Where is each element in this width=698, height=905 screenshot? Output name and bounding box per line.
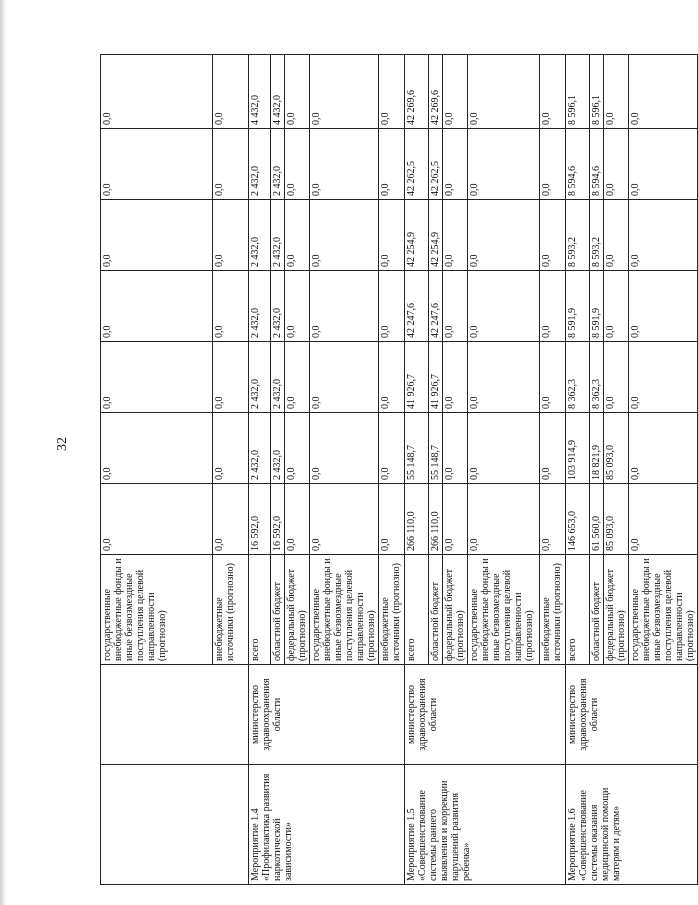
value-cell: 0,0 — [629, 342, 698, 413]
value-cell: 0,0 — [443, 200, 468, 271]
value-cell: 42 269,6 — [429, 55, 443, 129]
value-cell: 0,0 — [540, 129, 566, 200]
value-cell: 0,0 — [285, 484, 310, 555]
value-cell: 55 148,7 — [429, 413, 443, 484]
value-cell: 0,0 — [379, 200, 405, 271]
value-cell: 0,0 — [540, 413, 566, 484]
value-cell: 42 262,5 — [405, 129, 429, 200]
value-cell: 0,0 — [285, 342, 310, 413]
value-cell: 266 110,0 — [405, 484, 429, 555]
value-cell: 0,0 — [443, 55, 468, 129]
value-cell: 0,0 — [540, 55, 566, 129]
value-cell: 8 593,2 — [590, 200, 604, 271]
value-cell: 0,0 — [101, 129, 213, 200]
value-cell: 0,0 — [285, 413, 310, 484]
value-cell: 16 592,0 — [249, 484, 271, 555]
source-cell: федеральный бюджет (прогнозно) — [443, 555, 468, 665]
source-cell: государственные внебюджетные фонды и иные безвозмездные поступления целевой направленности (прогнозно) — [468, 555, 540, 665]
value-cell: 103 914,9 — [566, 413, 590, 484]
value-cell: 8 593,2 — [566, 200, 590, 271]
value-cell: 55 148,7 — [405, 413, 429, 484]
value-cell: 0,0 — [443, 484, 468, 555]
value-cell: 8 594,6 — [590, 129, 604, 200]
value-cell: 0,0 — [604, 129, 629, 200]
value-cell: 0,0 — [540, 271, 566, 342]
value-cell: 2 432,0 — [271, 271, 285, 342]
value-cell: 0,0 — [604, 55, 629, 129]
value-cell: 0,0 — [379, 271, 405, 342]
source-cell: федеральный бюджет (прогнозно) — [285, 555, 310, 665]
source-cell: государственные внебюджетные фонды и иные безвозмездные поступления целевой направленности (прогнозно) — [101, 555, 213, 665]
measure-cell: Мероприятие 1.5 «Совершенствование системы раннего выявления и коррекции нарушений развития ребенка» — [405, 765, 566, 885]
value-cell: 0,0 — [468, 484, 540, 555]
scan-shadow — [0, 0, 6, 905]
value-cell: 18 821,9 — [590, 413, 604, 484]
value-cell: 0,0 — [468, 55, 540, 129]
source-cell: внебюджетные источники (прогнозно) — [540, 555, 566, 665]
value-cell: 0,0 — [468, 413, 540, 484]
value-cell: 42 262,5 — [429, 129, 443, 200]
value-cell: 0,0 — [213, 129, 249, 200]
value-cell: 0,0 — [443, 271, 468, 342]
value-cell: 2 432,0 — [271, 129, 285, 200]
value-cell: 0,0 — [468, 342, 540, 413]
source-cell: областной бюджет — [271, 555, 285, 665]
value-cell: 42 254,9 — [405, 200, 429, 271]
value-cell: 41 926,7 — [429, 342, 443, 413]
value-cell: 85 093,0 — [604, 413, 629, 484]
value-cell: 4 432,0 — [271, 55, 285, 129]
value-cell: 0,0 — [213, 55, 249, 129]
measure-cell — [101, 765, 249, 885]
value-cell: 0,0 — [629, 55, 698, 129]
value-cell: 0,0 — [310, 129, 379, 200]
source-cell: федеральный бюджет (прогнозно) — [604, 555, 629, 665]
value-cell: 0,0 — [310, 200, 379, 271]
value-cell: 0,0 — [285, 129, 310, 200]
source-cell: областной бюджет — [590, 555, 604, 665]
value-cell: 0,0 — [213, 200, 249, 271]
value-cell: 0,0 — [629, 271, 698, 342]
table-body — [101, 55, 698, 885]
value-cell: 2 432,0 — [271, 342, 285, 413]
executor-cell: министерство здравоохранения области — [566, 665, 698, 765]
value-cell: 2 432,0 — [249, 200, 271, 271]
value-cell: 8 596,1 — [590, 55, 604, 129]
value-cell: 0,0 — [379, 413, 405, 484]
value-cell: 0,0 — [285, 55, 310, 129]
value-cell: 8 596,1 — [566, 55, 590, 129]
table-row — [249, 55, 271, 885]
value-cell: 0,0 — [379, 55, 405, 129]
value-cell: 0,0 — [213, 342, 249, 413]
value-cell: 0,0 — [213, 271, 249, 342]
value-cell: 0,0 — [540, 484, 566, 555]
value-cell: 0,0 — [379, 129, 405, 200]
value-cell: 0,0 — [310, 413, 379, 484]
value-cell: 2 432,0 — [249, 271, 271, 342]
value-cell: 0,0 — [604, 342, 629, 413]
source-cell: внебюджетные источники (прогнозно) — [379, 555, 405, 665]
value-cell: 146 653,0 — [566, 484, 590, 555]
value-cell: 0,0 — [443, 129, 468, 200]
value-cell: 2 432,0 — [249, 413, 271, 484]
rotated-table-wrapper — [100, 55, 696, 885]
value-cell: 0,0 — [310, 55, 379, 129]
value-cell: 0,0 — [213, 484, 249, 555]
value-cell: 0,0 — [101, 413, 213, 484]
source-cell: государственные внебюджетные фонды и иные безвозмездные поступления целевой направленности (прогнозно) — [310, 555, 379, 665]
value-cell: 8 362,3 — [590, 342, 604, 413]
value-cell: 0,0 — [310, 484, 379, 555]
value-cell: 42 247,6 — [405, 271, 429, 342]
value-cell: 2 432,0 — [271, 413, 285, 484]
value-cell: 0,0 — [101, 55, 213, 129]
value-cell: 0,0 — [213, 413, 249, 484]
executor-cell: министерство здравоохранения области — [249, 665, 405, 765]
value-cell: 0,0 — [443, 413, 468, 484]
value-cell: 0,0 — [379, 342, 405, 413]
value-cell: 0,0 — [468, 200, 540, 271]
value-cell: 0,0 — [101, 484, 213, 555]
value-cell: 0,0 — [629, 413, 698, 484]
executor-cell: министерство здравоохранения области — [405, 665, 566, 765]
value-cell: 0,0 — [540, 342, 566, 413]
table-row — [101, 55, 213, 885]
value-cell: 0,0 — [604, 200, 629, 271]
value-cell: 2 432,0 — [249, 129, 271, 200]
value-cell: 16 592,0 — [271, 484, 285, 555]
value-cell: 0,0 — [629, 129, 698, 200]
value-cell: 0,0 — [443, 342, 468, 413]
source-cell: областной бюджет — [429, 555, 443, 665]
page-number: 32 — [55, 437, 70, 451]
value-cell: 8 591,9 — [566, 271, 590, 342]
table-row — [405, 55, 429, 885]
value-cell: 8 591,9 — [590, 271, 604, 342]
value-cell: 0,0 — [540, 200, 566, 271]
value-cell: 2 432,0 — [271, 200, 285, 271]
value-cell: 0,0 — [468, 129, 540, 200]
value-cell: 8 362,3 — [566, 342, 590, 413]
value-cell: 0,0 — [604, 271, 629, 342]
value-cell: 42 247,6 — [429, 271, 443, 342]
source-cell: внебюджетные источники (прогнозно) — [213, 555, 249, 665]
value-cell: 0,0 — [310, 271, 379, 342]
source-cell: всего — [405, 555, 429, 665]
value-cell: 2 432,0 — [249, 342, 271, 413]
value-cell: 0,0 — [101, 342, 213, 413]
value-cell: 85 093,0 — [604, 484, 629, 555]
value-cell: 0,0 — [101, 271, 213, 342]
value-cell: 0,0 — [101, 200, 213, 271]
measure-cell: Мероприятие 1.4 «Профилактика развития наркотической зависимости» — [249, 765, 405, 885]
table-row — [566, 55, 590, 885]
value-cell: 61 560,0 — [590, 484, 604, 555]
value-cell: 41 926,7 — [405, 342, 429, 413]
value-cell: 42 269,6 — [405, 55, 429, 129]
value-cell: 0,0 — [285, 200, 310, 271]
source-cell: государственные внебюджетные фонды и иные безвозмездные поступления целевой направленности (прогнозно) — [629, 555, 698, 665]
value-cell: 0,0 — [379, 484, 405, 555]
value-cell: 266 110,0 — [429, 484, 443, 555]
executor-cell — [101, 665, 249, 765]
budget-table — [100, 54, 698, 885]
source-cell: всего — [566, 555, 590, 665]
value-cell: 0,0 — [285, 271, 310, 342]
value-cell: 4 432,0 — [249, 55, 271, 129]
value-cell: 0,0 — [629, 484, 698, 555]
value-cell: 42 254,9 — [429, 200, 443, 271]
source-cell: всего — [249, 555, 271, 665]
value-cell: 0,0 — [629, 200, 698, 271]
value-cell: 8 594,6 — [566, 129, 590, 200]
measure-cell: Мероприятие 1.6 «Совершенствование системы оказания медицинской помощи матерям и детям» — [566, 765, 698, 885]
value-cell: 0,0 — [310, 342, 379, 413]
value-cell: 0,0 — [468, 271, 540, 342]
